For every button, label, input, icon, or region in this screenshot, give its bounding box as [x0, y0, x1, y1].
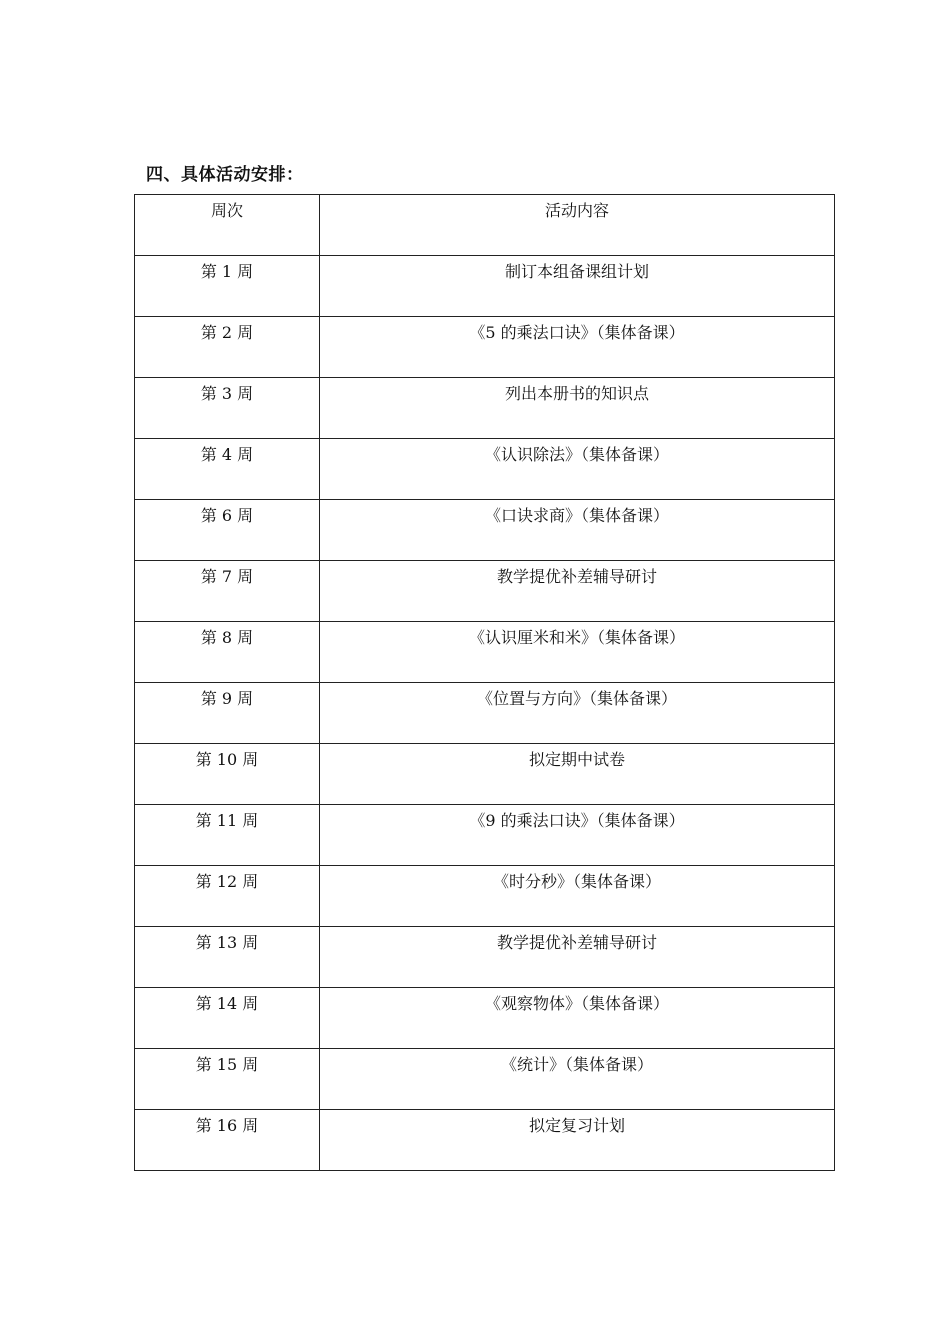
activity-cell: 《口诀求商》（集体备课）: [320, 500, 835, 561]
activity-cell: 《9 的乘法口诀》（集体备课）: [320, 805, 835, 866]
table-row: [135, 927, 835, 988]
section-heading: 四、具体活动安排：: [146, 165, 304, 185]
activity-cell: 教学提优补差辅导研讨: [320, 561, 835, 622]
activity-cell: 制订本组备课组计划: [320, 256, 835, 317]
table-row: [135, 988, 835, 1049]
table-header-row: [135, 195, 835, 256]
activity-cell: 教学提优补差辅导研讨: [320, 927, 835, 988]
activity-cell: 《时分秒》（集体备课）: [320, 866, 835, 927]
table-row: [135, 1049, 835, 1110]
week-cell: 第 3 周: [135, 378, 320, 439]
table-row: [135, 439, 835, 500]
activity-cell: 拟定复习计划: [320, 1110, 835, 1171]
table-row: [135, 805, 835, 866]
week-cell: 第 2 周: [135, 317, 320, 378]
activity-cell: 拟定期中试卷: [320, 744, 835, 805]
week-cell: 第 16 周: [135, 1110, 320, 1171]
week-cell: 第 8 周: [135, 622, 320, 683]
week-cell: 第 10 周: [135, 744, 320, 805]
week-cell: 第 15 周: [135, 1049, 320, 1110]
table-row: [135, 317, 835, 378]
column-header-activity: 活动内容: [320, 195, 835, 256]
activity-cell: 《5 的乘法口诀》（集体备课）: [320, 317, 835, 378]
activity-cell: 《认识除法》（集体备课）: [320, 439, 835, 500]
table-row: [135, 500, 835, 561]
week-cell: 第 13 周: [135, 927, 320, 988]
activity-cell: 《认识厘米和米》（集体备课）: [320, 622, 835, 683]
activity-cell: 《位置与方向》（集体备课）: [320, 683, 835, 744]
activity-cell: 《观察物体》（集体备课）: [320, 988, 835, 1049]
activity-cell: 《统计》（集体备课）: [320, 1049, 835, 1110]
table-row: [135, 378, 835, 439]
column-header-week: 周次: [135, 195, 320, 256]
week-cell: 第 6 周: [135, 500, 320, 561]
table-row: [135, 561, 835, 622]
activity-schedule-table: [134, 194, 835, 1171]
table-row: [135, 866, 835, 927]
week-cell: 第 7 周: [135, 561, 320, 622]
table-row: [135, 744, 835, 805]
week-cell: 第 1 周: [135, 256, 320, 317]
table-row: [135, 256, 835, 317]
week-cell: 第 12 周: [135, 866, 320, 927]
week-cell: 第 9 周: [135, 683, 320, 744]
week-cell: 第 4 周: [135, 439, 320, 500]
week-cell: 第 11 周: [135, 805, 320, 866]
table-row: [135, 622, 835, 683]
activity-cell: 列出本册书的知识点: [320, 378, 835, 439]
table-row: [135, 1110, 835, 1171]
week-cell: 第 14 周: [135, 988, 320, 1049]
table-row: [135, 683, 835, 744]
